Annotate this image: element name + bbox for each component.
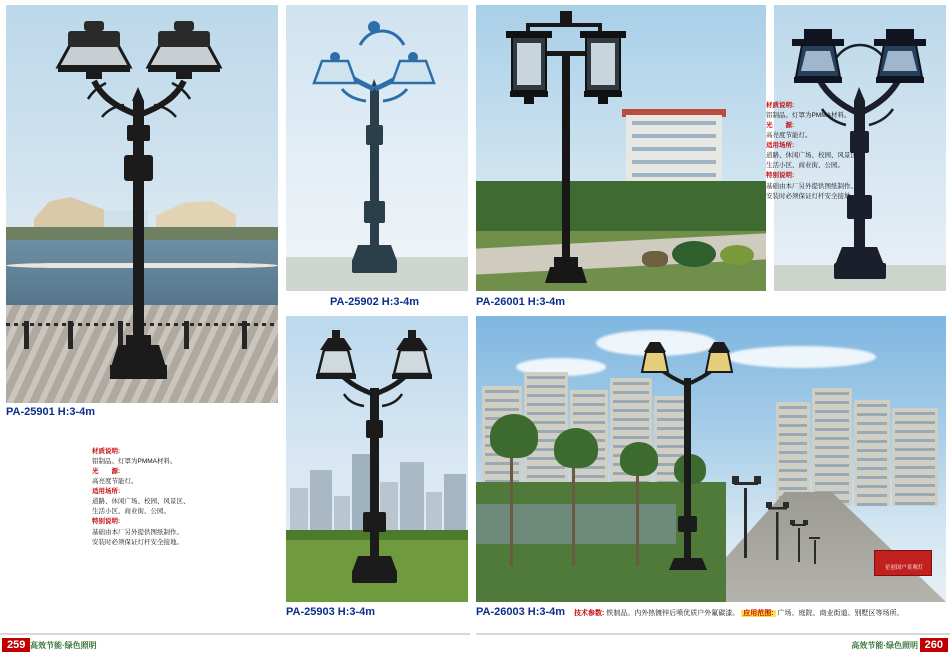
caption-pa-25902: PA-25902 H:3-4m — [330, 296, 420, 308]
spec-left — [92, 447, 242, 548]
spec-left-line-5: 道路、休闲广场、校园、风景区、 — [92, 498, 190, 506]
spec-left-line-8: 基础由本厂另外提供图纸制作。 — [92, 528, 183, 536]
tech-params-text: 铁制品。内外热镀锌后喷优质户外氟碳漆。 — [606, 610, 740, 617]
footer-rule-left — [0, 633, 470, 635]
spec-left-line-0: 材质说明: — [92, 448, 121, 455]
caption-pa-25901: PA-25901 H:3-4m — [6, 406, 96, 418]
footer-note-left: 高效节能·绿色照明 — [30, 641, 97, 650]
lantern-right — [706, 342, 732, 372]
lamp-pa-26003 — [476, 316, 946, 602]
lantern-left — [642, 342, 668, 372]
spec-left-line-4: 适用场所: — [92, 488, 121, 496]
footer-rule-right — [476, 633, 950, 635]
shade-right — [392, 61, 434, 83]
spec-right-line-2: 光 源: — [766, 122, 795, 130]
spec-left-line-1: 铝制品。灯罩为PMMA材料。 — [92, 458, 177, 466]
spec-left-line-6: 生活小区、商业街、公园。 — [92, 508, 170, 516]
lamp-pa-26001 — [476, 5, 766, 291]
product-photo-pa-25903 — [286, 316, 468, 602]
spec-right-line-3: 高亮度节能灯。 — [766, 132, 812, 140]
lantern-left — [792, 29, 844, 83]
product-photo-pa-25902 — [286, 5, 468, 291]
spec-right-line-9: 安装时必须保证灯杆安全接地。 — [766, 192, 857, 200]
spec-right-line-0: 材质说明: — [766, 102, 795, 109]
lantern-right — [148, 21, 220, 79]
caption-pa-26003: PA-26003 H:3-4m — [476, 606, 566, 618]
tech-scope-text: 广场、庭院、商业街道、别墅区等场所。 — [777, 610, 904, 617]
product-photo-pa-26001 — [476, 5, 766, 291]
spec-right-line-7: 特别说明: — [766, 172, 795, 180]
lantern-right — [392, 330, 432, 379]
spec-right-line-4: 适用场所: — [766, 142, 795, 150]
lantern-right — [874, 29, 926, 83]
shade-left — [314, 61, 356, 83]
lamp-pa-25902 — [286, 5, 468, 291]
spec-right-line-1: 铝制品。灯罩为PMMA材料。 — [766, 112, 851, 120]
footer-note-right: 高效节能·绿色照明 — [851, 641, 918, 650]
lantern-left — [316, 330, 356, 379]
spec-left-line-9: 安装时必须保证灯杆安全接地。 — [92, 538, 183, 546]
spec-right-line-8: 基础由本厂另外提供图纸制作。 — [766, 182, 857, 190]
lamp-pa-25901 — [6, 5, 278, 403]
caption-pa-26001: PA-26001 H:3-4m — [476, 296, 566, 308]
spec-left-line-3: 高亮度节能灯。 — [92, 478, 138, 486]
lantern-left — [506, 31, 552, 104]
tech-params-label: 技术参数: — [574, 610, 605, 617]
caption-pa-25903: PA-25903 H:3-4m — [286, 606, 376, 618]
billboard-text: 星创国户景观灯 — [884, 565, 924, 571]
product-photo-pa-25901 — [6, 5, 278, 403]
lamp-pa-25903 — [286, 316, 468, 602]
page-number-left: 259 — [2, 638, 30, 652]
spec-right — [766, 101, 916, 202]
lantern-left — [58, 21, 130, 79]
spec-right-line-6: 生活小区、商业街、公园。 — [766, 162, 844, 170]
product-photo-pa-26003 — [476, 316, 946, 602]
page-number-right: 260 — [920, 638, 948, 652]
lantern-right — [580, 31, 626, 104]
spec-left-line-2: 光 源: — [92, 468, 121, 476]
tech-scope-label: 应用范围: — [743, 610, 774, 617]
spec-right-line-5: 道路、休闲广场、校园、风景区、 — [766, 152, 864, 160]
tech-params-strip — [574, 608, 904, 618]
spec-left-line-7: 特别说明: — [92, 518, 121, 526]
